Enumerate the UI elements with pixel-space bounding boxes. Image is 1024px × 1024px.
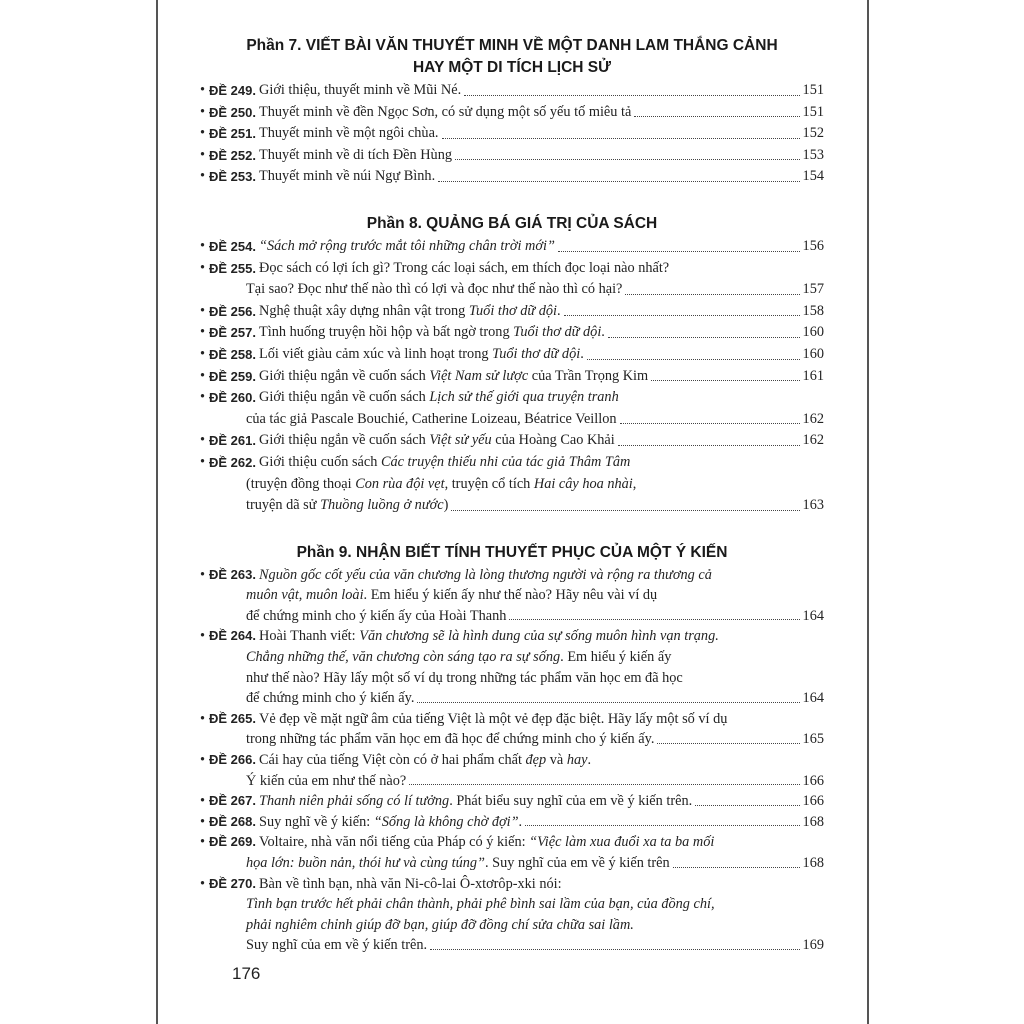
toc-entry[interactable] [200,301,824,323]
toc-entry[interactable] [200,874,824,956]
entry-label-dot: . [252,260,257,276]
dot-leader [409,771,799,786]
entry-label: ĐỀ 266 [209,752,253,768]
bullet-icon: • [200,453,206,470]
toc-entry[interactable] [200,812,824,833]
section-title: Phần 9. NHẬN BIẾT TÍNH THUYẾT PHỤC CỦA MỘT Ý KIẾN [296,543,728,561]
bullet-icon: • [200,793,206,810]
entry-text: Suy nghĩ của em về ý kiến trên. [246,937,428,954]
entry-text: Việt Nam sử lược [429,367,529,384]
entry-text: Hai cây hoa nhài [533,475,633,492]
toc-entry[interactable] [200,832,824,873]
dot-leader [451,495,799,511]
toc-entry[interactable] [200,80,824,102]
entry-page-number: 160 [802,345,824,362]
bullet-icon: • [200,566,206,583]
entry-text: , [632,475,637,492]
entry-label: ĐỀ 256 [209,303,253,319]
entry-line [200,709,824,730]
entry-label: ĐỀ 257 [209,325,253,341]
dot-leader [587,344,800,360]
entry-page-number: 152 [802,125,824,142]
toc-entry[interactable] [200,565,824,627]
dot-leader [657,729,799,744]
toc-entry[interactable] [200,452,824,517]
entry-line [200,322,824,344]
entry-line [200,791,824,812]
entry-label: ĐỀ 267 [209,793,253,809]
bullet-icon: • [200,367,206,384]
entry-text: . [601,324,605,341]
entry-text: Giới thiệu ngắn về cuốn sách [259,389,430,406]
entry-text: Giới thiệu ngắn về cuốn sách [259,432,430,449]
dot-leader [525,812,799,827]
entry-text: Hoài Thanh viết: [259,628,360,645]
dot-leader [651,366,799,382]
entry-text: truyện dã sử [246,497,321,514]
entry-text: của Hoàng Cao Khải [491,432,615,449]
entry-text: để chứng minh cho ý kiến ấy. [246,690,415,707]
entry-text: Thuyết minh về núi Ngự Bình. [259,168,436,185]
entry-page-number: 168 [802,855,824,871]
entry-text: Tuổi thơ dữ dội [492,345,581,362]
entry-label-dot: . [252,104,257,120]
entry-line [200,935,824,956]
entry-page-number: 157 [802,281,824,298]
bullet-icon: • [200,237,206,254]
toc-entry[interactable] [200,791,824,812]
entry-text: “Sách mở rộng trước mắt tôi những chân trời mới” [259,237,555,254]
dot-leader [618,430,800,446]
entry-text: Tuổi thơ dữ dội [513,324,602,341]
toc-entry[interactable] [200,102,824,124]
entry-page-number: 153 [802,146,824,163]
entry-label: ĐỀ 262 [209,454,253,470]
entry-label: ĐỀ 254 [209,238,253,254]
entry-text: họa lớn: buồn nản, thói hư và cùng túng” [246,855,486,871]
toc-entry[interactable] [200,258,824,301]
entry-text: Tại sao? Đọc như thế nào thì có lợi và đọc như thế nào thì có hại? [246,281,623,298]
entry-label: ĐỀ 258 [209,346,253,362]
entry-line [200,495,824,517]
entry-label-dot: . [252,454,257,470]
bullet-icon: • [200,432,206,449]
entry-line [200,915,824,936]
entry-line [200,647,824,668]
entry-label: ĐỀ 268 [209,813,253,829]
dot-leader [625,279,799,295]
entry-text: Voltaire, nhà văn nổi tiếng của Pháp có ý kiến: [259,834,530,851]
entry-label: ĐỀ 263 [209,566,253,582]
dot-leader [438,166,799,182]
bullet-icon: • [200,103,206,120]
entry-text: Chẳng những thế, văn chương còn sáng tạo ra sự sống [246,649,561,666]
entry-page-number: 164 [802,607,824,624]
entry-label: ĐỀ 265 [209,710,253,726]
entry-page-number: 162 [802,432,824,449]
entry-text: Tuổi thơ dữ dội [468,302,557,319]
toc-entry[interactable] [200,366,824,388]
entry-label-dot: . [252,875,257,891]
entry-label: ĐỀ 249 [209,83,253,98]
section-title: Phần 8. QUẢNG BÁ GIÁ TRỊ CỦA SÁCH [366,214,658,232]
entry-text: của Trần Trọng Kim [528,367,649,384]
entry-page-number: 160 [802,324,824,341]
entry-text: ) [443,497,449,514]
bullet-icon: • [200,168,206,185]
section-title: HAY MỘT DI TÍCH LỊCH SỬ [412,59,611,76]
bullet-icon: • [200,813,206,830]
section-title: Phần 7. VIẾT BÀI VĂN THUYẾT MINH VỀ MỘT DANH LAM THẮNG CẢNH [246,37,778,54]
entry-page-number: 164 [802,690,824,707]
entry-line [200,626,824,647]
entry-line [200,366,824,388]
entry-text: Thuồng luồng ở nước [320,497,444,514]
entry-text: Tình huống truyện hồi hộp và bất ngờ trong [259,324,514,341]
entry-page-number: 169 [802,937,824,954]
entry-text: . Em hiểu ý kiến ấy [560,649,672,666]
dot-leader [558,236,800,252]
entry-text: . [557,302,561,319]
entry-label: ĐỀ 264 [209,628,253,644]
bullet-icon: • [200,82,206,98]
entry-text: phải nghiêm chỉnh giúp đỡ bạn, giúp đỡ đồng chí sửa chữa sai lầm. [246,916,634,933]
entry-text: Đọc sách có lợi ích gì? Trong các loại sách, em thích đọc loại nào nhất? [259,259,670,276]
toc-entry[interactable] [200,236,824,258]
entry-label-dot: . [252,813,257,829]
entry-text: Việt sử yếu [429,432,492,449]
bullet-icon: • [200,628,206,645]
bullet-icon: • [200,834,206,851]
dot-leader [564,301,800,317]
entry-text: Lịch sử thế giới qua truyện tranh [429,389,619,406]
entry-label-dot: . [252,346,257,362]
entry-page-number: 154 [802,168,824,185]
dot-leader [634,102,799,118]
table-of-contents [200,36,824,982]
entry-text: đẹp [525,752,547,769]
bullet-icon: • [200,125,206,142]
entry-line [200,387,824,409]
toc-entry[interactable] [200,750,824,791]
page-number: 176 [232,964,261,983]
entry-text: . Em hiểu ý kiến ấy như thế nào? Hãy nêu vài ví dụ [363,587,658,604]
entry-label: ĐỀ 253 [209,169,253,185]
entry-line [200,688,824,709]
entry-text: trong những tác phẩm văn học em đã học để chứng minh cho ý kiến ấy. [246,731,655,748]
entry-line [200,236,824,258]
entry-line [200,430,824,452]
entry-page-number: 166 [802,793,824,810]
entry-text: Thuyết minh về một ngôi chùa. [259,125,439,142]
bullet-icon: • [200,302,206,319]
entry-label: ĐỀ 251 [209,126,253,142]
bullet-icon: • [200,710,206,727]
entry-line [200,668,824,689]
entry-label-dot: . [252,83,257,98]
dot-leader [455,145,800,161]
entry-line [200,344,824,366]
bullet-icon: • [200,259,206,276]
dot-leader [509,606,799,621]
entry-text: Bàn về tình bạn, nhà văn Ni-cô-lai Ô-xtơrôp-xki nói: [259,875,562,892]
dot-leader [620,409,800,425]
entry-text: (truyện đồng thoại [246,475,356,492]
toc-entry[interactable] [200,626,824,708]
entry-label-dot: . [252,303,257,319]
entry-line [200,729,824,750]
toc-entry[interactable] [200,166,824,188]
entry-line [200,123,824,145]
entry-label-dot: . [252,390,257,406]
entry-text: Con rùa đội vẹt [355,475,445,492]
entry-text: Giới thiệu cuốn sách [259,453,381,470]
entry-line [200,102,824,124]
entry-label: ĐỀ 259 [209,368,253,384]
bullet-icon: • [200,345,206,362]
bullet-icon: • [200,389,206,406]
entry-line [200,853,824,874]
entry-label-dot: . [252,793,257,809]
entry-text: và [546,752,567,769]
entry-line [200,771,824,792]
entry-label: ĐỀ 250 [209,104,253,120]
entry-text: Suy nghĩ về ý kiến: [259,813,374,830]
entry-line [200,409,824,431]
entry-text: của tác giả Pascale Bouchié, Catherine Loizeau, Béatrice Veillon [246,410,617,427]
bullet-icon: • [200,752,206,769]
entry-label-dot: . [252,147,257,163]
entry-label-dot: . [252,238,257,254]
entry-label-dot: . [252,433,257,449]
entry-label-dot: . [252,752,257,768]
toc-entry[interactable] [200,709,824,750]
entry-text: để chứng minh cho ý kiến ấy của Hoài Thanh [246,607,507,624]
entry-label-dot: . [252,710,257,726]
entry-text: Thuyết minh về đền Ngọc Sơn, có sử dụng một số yếu tố miêu tả [259,103,632,120]
entry-line [200,894,824,915]
entry-line [200,80,824,102]
entry-label: ĐỀ 261 [209,433,253,449]
entry-text: Lối viết giàu cảm xúc và linh hoạt trong [259,345,493,362]
entry-text: . [587,752,592,769]
toc-entry[interactable] [200,123,824,145]
dot-leader [608,322,800,338]
entry-text: “Sống là không chờ đợi” [373,813,519,830]
entry-text: Cái hay của tiếng Việt còn có ở hai phẩm chất [259,752,526,769]
entry-text: muôn vật, muôn loài [246,587,364,604]
toc-entry[interactable] [200,430,824,452]
bullet-icon: • [200,875,206,892]
dot-leader [442,123,800,139]
entry-label: ĐỀ 252 [209,147,253,163]
dot-leader [695,791,799,806]
toc-entry[interactable] [200,322,824,344]
entry-page-number: 162 [802,410,824,427]
toc-section [200,36,824,188]
entry-text: . Phát biểu suy nghĩ của em về ý kiến trên. [449,793,693,810]
entry-line [200,301,824,323]
entry-text: Giới thiệu, thuyết minh về Mũi Né. [259,82,462,98]
entry-line [200,145,824,167]
entry-page-number: 156 [802,237,824,254]
toc-entry[interactable] [200,145,824,167]
entry-page-number: 151 [802,82,824,98]
entry-line [200,474,824,496]
entry-page-number: 166 [802,772,824,789]
entry-line [200,832,824,853]
entry-text: hay [566,752,588,769]
entry-text: Các truyện thiếu nhi của tác giả Thâm Tâm [380,453,631,470]
entry-text: Vẻ đẹp về mặt ngữ âm của tiếng Việt là một vẻ đẹp đặc biệt. Hãy lấy một số ví dụ [259,710,728,727]
entry-text: Nguồn gốc cốt yếu của văn chương là lòng thương người và rộng ra thương cả [259,566,712,583]
entry-page-number: 163 [802,497,824,514]
entry-line [200,452,824,474]
entry-text: Giới thiệu ngắn về cuốn sách [259,367,430,384]
entry-text: Nghệ thuật xây dựng nhân vật trong [259,302,469,319]
entry-label-dot: . [252,325,257,341]
toc-section [200,214,824,517]
entry-page-number: 158 [802,302,824,319]
entry-page-number: 168 [802,813,824,830]
dot-leader [673,853,800,868]
entry-line [200,874,824,895]
entry-label: ĐỀ 269 [209,834,253,850]
page-edge-left [156,0,158,1024]
entry-line [200,166,824,188]
entry-label: ĐỀ 260 [209,390,253,406]
bullet-icon: • [200,324,206,341]
entry-label-dot: . [252,126,257,142]
entry-label-dot: . [252,368,257,384]
entry-line [200,750,824,771]
entry-label-dot: . [252,628,257,644]
entry-label-dot: . [252,566,257,582]
entry-line [200,565,824,586]
entry-text: . [518,813,523,830]
bullet-icon: • [200,146,206,163]
entry-page-number: 161 [802,367,824,384]
entry-page-number: 151 [802,103,824,120]
toc-section [200,543,824,956]
entry-line [200,812,824,833]
toc-entry[interactable] [200,344,824,366]
page-edge-right [867,0,869,1024]
entry-text: Ý kiến của em như thế nào? [246,772,407,789]
entry-text: “Việc làm xua đuổi xa ta ba mối [529,834,715,851]
entry-label: ĐỀ 255 [209,260,253,276]
entry-text: Thuyết minh về di tích Đền Hùng [259,146,452,163]
entry-label: ĐỀ 270 [209,875,253,891]
toc-entry[interactable] [200,387,824,430]
entry-text: Tình bạn trước hết phải chân thành, phải phê bình sai lầm của bạn, của đồng chí, [246,896,715,913]
entry-line [200,585,824,606]
entry-page-number: 165 [802,731,824,748]
entry-label-dot: . [252,169,257,185]
entry-line [200,606,824,627]
entry-label-dot: . [252,834,257,850]
entry-text: Thanh niên phải sống có lí tưởng [259,793,450,810]
dot-leader [464,80,799,96]
entry-text: như thế nào? Hãy lấy một số ví dụ trong những tác phẩm văn học em đã học [246,669,683,686]
entry-text: Văn chương sẽ là hình dung của sự sống muôn hình vạn trạng. [359,628,719,645]
entry-line [200,258,824,280]
entry-text: . Suy nghĩ của em về ý kiến trên [485,855,670,871]
dot-leader [417,688,799,703]
dot-leader [430,935,799,950]
entry-text: , truyện cổ tích [444,475,534,492]
entry-line [200,279,824,301]
entry-text: . [580,345,584,362]
